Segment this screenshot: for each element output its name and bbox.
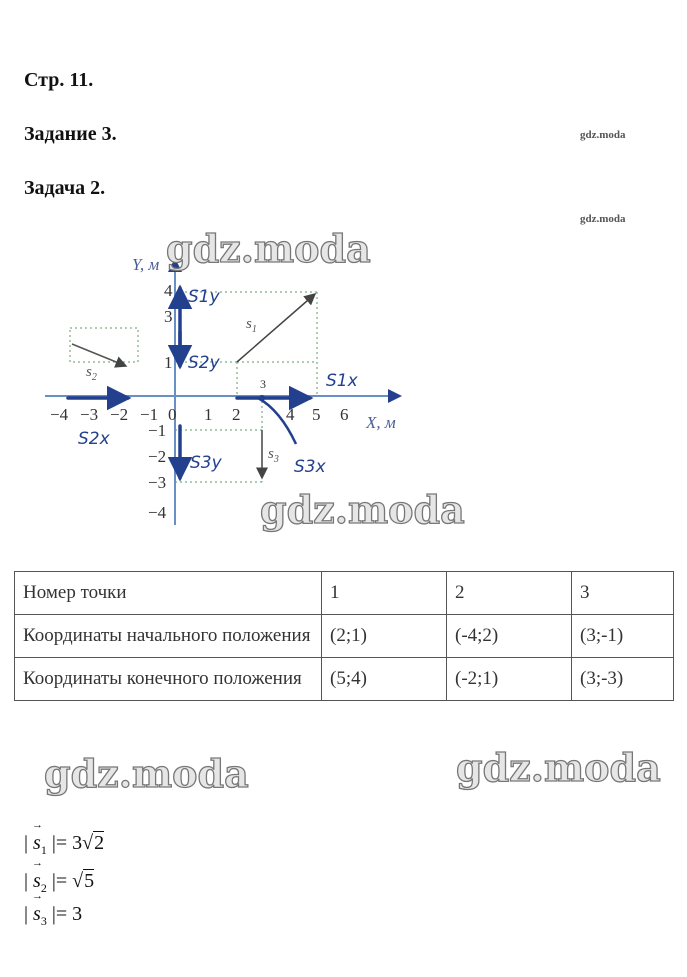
- vector-s2: [72, 344, 126, 366]
- table-cell: (3;-1): [572, 615, 674, 658]
- watermark-big: gdz.moda: [456, 745, 661, 790]
- point-3-marker: [259, 395, 265, 401]
- x-tick-label: 4: [286, 405, 295, 424]
- vector-symbol: → s: [33, 832, 41, 854]
- y-tick-label: −4: [148, 503, 167, 522]
- vector-s2-label: $s_2$: [86, 364, 97, 383]
- table-row: [15, 658, 674, 701]
- handwritten-s3x: S3x: [294, 457, 326, 477]
- result-s1: | → $s_1$ |= 3√2: [24, 832, 104, 858]
- handwritten-s3y: S3y: [190, 453, 222, 473]
- watermark-big: gdz.moda: [44, 751, 249, 796]
- x-tick-label: 6: [340, 405, 349, 424]
- y-tick-label: 4: [164, 281, 173, 300]
- task-heading: Задание 3.: [24, 123, 117, 145]
- vector-index: 1: [40, 843, 47, 857]
- table-cell: (3;-3): [572, 658, 674, 701]
- x-tick-label: 1: [204, 405, 213, 424]
- result-value: = 3: [55, 832, 83, 854]
- table-row: [15, 615, 674, 658]
- x-axis-label: X, м: [366, 413, 396, 432]
- x-tick-label: −4: [50, 405, 69, 424]
- y-axis-label: Y, м: [132, 255, 160, 274]
- vector-symbol: → s: [33, 903, 41, 925]
- vector-s3-label: $s_3$: [268, 446, 279, 465]
- watermark-small: gdz.moda: [580, 129, 626, 141]
- table-cell: (5;4): [322, 658, 447, 701]
- vector-index: 3: [40, 914, 47, 928]
- vector-symbol: → s: [33, 870, 41, 892]
- vector-s1-label: $s_1$: [246, 316, 257, 335]
- point-3-label: 3: [260, 377, 266, 391]
- coordinates-table: [14, 571, 674, 701]
- table-cell: (-2;1): [447, 658, 572, 701]
- table-header-row: [15, 572, 674, 615]
- watermark-small: gdz.moda: [580, 213, 626, 225]
- table-cell: 3: [572, 572, 674, 615]
- x-tick-label: 2: [232, 405, 241, 424]
- y-tick-label: 1: [164, 353, 173, 372]
- table-cell: Номер точки: [15, 572, 322, 615]
- table-cell: Координаты конечного положения: [15, 658, 322, 701]
- root-value: 2: [94, 832, 105, 854]
- handwritten-s1x: S1x: [326, 371, 358, 391]
- handwritten-s2y: S2y: [188, 353, 220, 373]
- root-value: 5: [84, 870, 95, 892]
- x-tick-label: 5: [312, 405, 321, 424]
- x-tick-label: −3: [80, 405, 99, 424]
- handwritten-s2x: S2x: [78, 429, 110, 449]
- handwritten-s1y: S1y: [188, 287, 220, 307]
- table-cell: (-4;2): [447, 615, 572, 658]
- x-tick-label: −1: [140, 405, 159, 424]
- result-value: = 3: [55, 903, 83, 925]
- vector-index: 2: [40, 881, 47, 895]
- page-number-heading: Стр. 11.: [24, 69, 94, 91]
- result-s2: | → $s_2$ |= √5: [24, 870, 94, 896]
- watermark-big: gdz.moda: [166, 226, 371, 271]
- y-tick-label: −1: [148, 421, 167, 440]
- table-cell: 2: [447, 572, 572, 615]
- x-tick-label: −2: [110, 405, 129, 424]
- y-tick-label: −2: [148, 447, 167, 466]
- problem-heading: Задача 2.: [24, 177, 106, 199]
- table-cell: (2;1): [322, 615, 447, 658]
- y-tick-label: 3: [164, 307, 173, 326]
- table-cell: 1: [322, 572, 447, 615]
- result-s3: | → $s_3$ |= 3: [24, 903, 82, 929]
- table-cell: Координаты начального положения: [15, 615, 322, 658]
- result-value: =: [55, 870, 73, 892]
- y-tick-label: −3: [148, 473, 167, 492]
- watermark-big: gdz.moda: [260, 487, 465, 532]
- x-tick-label: 0: [168, 405, 177, 424]
